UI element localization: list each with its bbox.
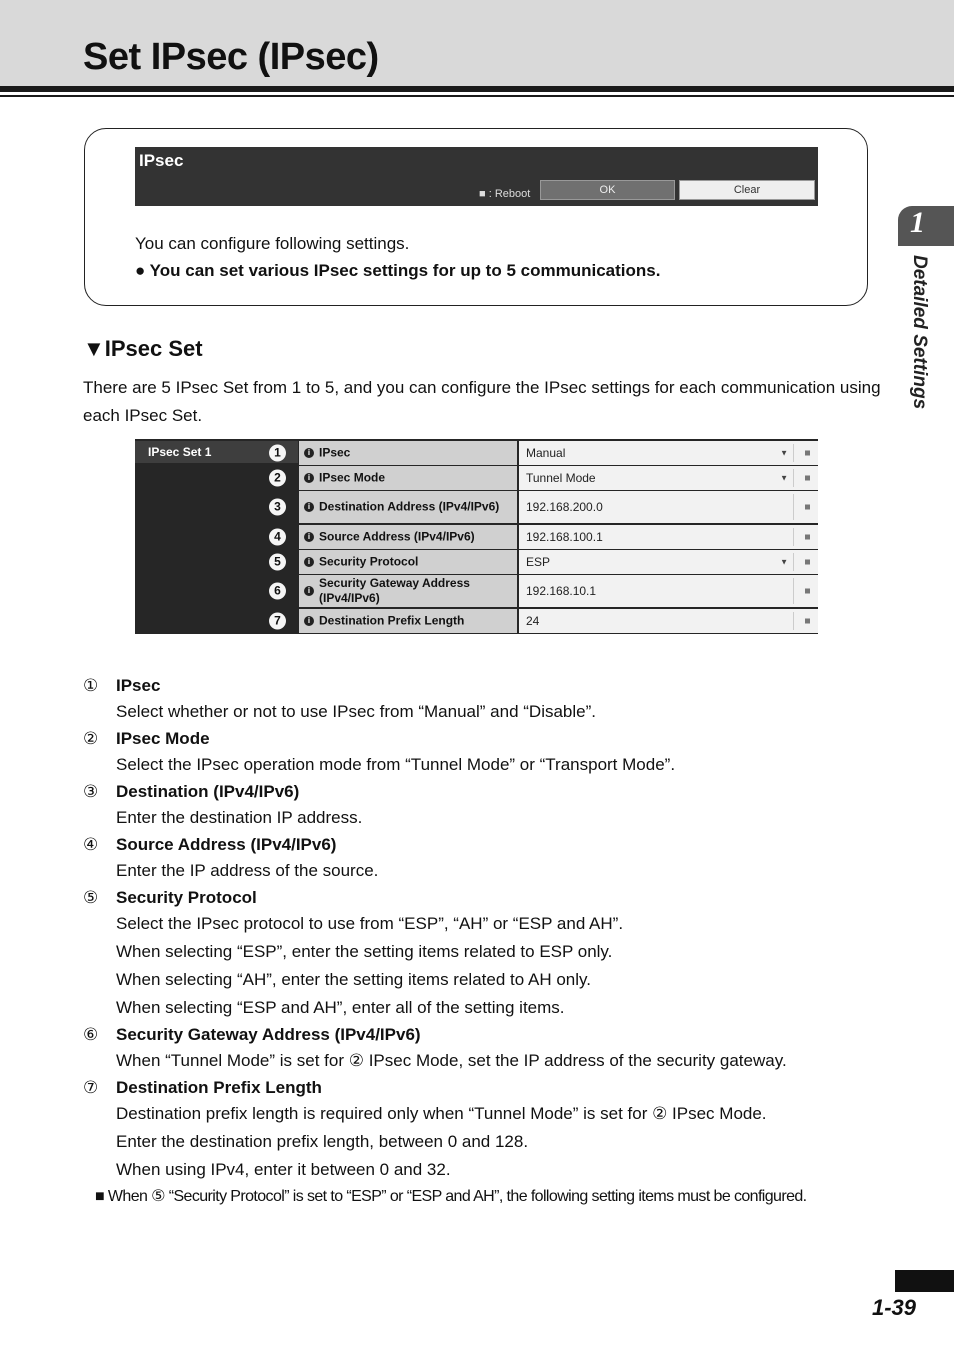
chevron-down-icon[interactable]: ▼ [780,557,788,567]
settings-row [269,466,818,490]
description-item [83,726,883,779]
row-number-badge: 6 [269,583,286,600]
row-label: Security Protocol [319,554,419,569]
description-line: Destination prefix length is required only when “Tunnel Mode” is set for ② IPsec Mode. [116,1104,767,1123]
page-title: Set IPsec (IPsec) [83,36,379,78]
row-input[interactable] [519,491,818,523]
section-body: There are 5 IPsec Set from 1 to 5, and you can configure the IPsec settings for each communication using each IPsec Set. [83,378,881,425]
description-line: Select the IPsec operation mode from “Tunnel Mode” or “Transport Mode”. [116,755,676,774]
clear-button[interactable]: Clear [679,180,815,200]
row-label-cell [299,575,517,607]
description-line: Enter the destination prefix length, between 0 and 128. [116,1132,529,1151]
description-line: Select the IPsec protocol to use from “ESP”, “AH” or “ESP and AH”. [116,914,624,933]
description-line: When selecting “AH”, enter the setting items related to AH only. [116,970,591,989]
description-list [83,673,883,1184]
chapter-tab [898,206,954,246]
settings-row [269,550,818,574]
info-icon: i [304,502,314,512]
row-label-cell [299,491,517,523]
description-line: Select whether or not to use IPsec from “Manual” and “Disable”. [116,702,596,721]
row-number-badge: 3 [269,499,286,516]
description-title: Source Address (IPv4/IPv6) [116,835,337,854]
row-label-cell [299,525,517,549]
row-label-cell [299,466,517,490]
row-label: Security Gateway Address (IPv4/IPv6) [319,576,470,605]
row-label: Source Address (IPv4/IPv6) [319,529,475,544]
page-number: 1-39 [872,1295,917,1320]
description-number: ③ [83,782,99,801]
description-title: Destination Prefix Length [116,1078,322,1097]
reboot-marker-icon [805,560,810,565]
intro-text: You can configure following settings. [135,234,410,253]
ipsec-panel [135,147,818,206]
ok-button[interactable]: OK [540,180,675,200]
ipsec-set-label: IPsec Set 1 [135,441,298,463]
row-label-cell [299,550,517,574]
description-item [83,885,883,1022]
header-rule-thick [0,86,954,92]
description-line: Enter the IP address of the source. [116,861,379,880]
row-value: 192.168.10.1 [526,584,597,598]
reboot-marker-icon [805,476,810,481]
panel-title: IPsec [139,151,184,170]
settings-row [269,575,818,607]
chapter-number: 1 [910,206,925,239]
row-number-badge: 1 [269,445,286,462]
description-number: ⑥ [83,1025,99,1044]
settings-row [269,441,818,465]
row-select[interactable] [519,466,818,490]
info-icon: i [304,557,314,567]
description-line: When using IPv4, enter it between 0 and 32. [116,1160,451,1179]
row-input[interactable] [519,609,818,633]
description-item [83,673,883,726]
description-line: Enter the destination IP address. [116,808,363,827]
chevron-down-icon[interactable]: ▼ [780,448,788,458]
chevron-down-icon[interactable]: ▼ [780,473,788,483]
description-line: When “Tunnel Mode” is set for ② IPsec Mode, set the IP address of the security gateway. [116,1051,787,1070]
reboot-marker-icon [805,505,810,510]
settings-row [269,609,818,633]
row-number-badge: 4 [269,529,286,546]
chapter-label: Detailed Settings [909,255,930,410]
row-select[interactable] [519,550,818,574]
value-field [524,612,794,630]
note-text: ■ When ⑤ “Security Protocol” is set to “ESP” or “ESP and AH”, the following setting items must be configured. [95,1188,807,1205]
settings-panel [135,439,818,634]
row-value: Tunnel Mode [526,471,596,485]
info-icon: i [304,616,314,626]
info-icon: i [304,473,314,483]
description-number: ① [83,676,99,695]
row-input[interactable] [519,525,818,549]
settings-row [269,525,818,549]
reboot-legend: ■ : Reboot [479,188,531,200]
info-icon: i [304,532,314,542]
row-label-cell [299,441,517,465]
description-line: When selecting “ESP and AH”, enter all of the setting items. [116,998,565,1017]
description-title: IPsec Mode [116,729,210,748]
description-item [83,1075,883,1184]
row-label: Destination Address (IPv4/IPv6) [319,499,500,514]
row-label-cell [299,609,517,633]
row-label: Destination Prefix Length [319,613,465,628]
section-heading: ▼IPsec Set [83,336,203,361]
header-rule-thin [0,95,954,97]
intro-bullet: ● You can set various IPsec settings for up to 5 communications. [135,261,661,280]
reboot-marker-icon [805,619,810,624]
row-number-badge: 2 [269,470,286,487]
info-icon: i [304,448,314,458]
row-select[interactable] [519,441,818,465]
row-value: 192.168.200.0 [526,500,603,514]
description-title: Security Protocol [116,888,257,907]
description-number: ④ [83,835,99,854]
row-label: IPsec Mode [319,470,386,485]
row-value: 192.168.100.1 [526,530,603,544]
description-item [83,779,883,832]
row-value: 24 [526,614,540,628]
row-value: ESP [526,555,551,569]
reboot-marker-icon [805,451,810,456]
row-label: IPsec [319,445,351,460]
footer-block [895,1270,954,1292]
row-value: Manual [526,446,566,460]
reboot-marker-icon [805,589,810,594]
description-line: When selecting “ESP”, enter the setting items related to ESP only. [116,942,613,961]
info-icon: i [304,586,314,596]
description-title: Security Gateway Address (IPv4/IPv6) [116,1025,421,1044]
value-field [524,553,794,571]
description-number: ⑦ [83,1078,99,1097]
description-item [83,832,883,885]
description-number: ⑤ [83,888,99,907]
description-title: Destination (IPv4/IPv6) [116,782,300,801]
reboot-marker-icon [805,535,810,540]
description-number: ② [83,729,99,748]
settings-row [269,491,818,523]
description-item [83,1022,883,1075]
row-number-badge: 7 [269,613,286,630]
description-title: IPsec [116,676,161,695]
row-number-badge: 5 [269,554,286,571]
row-input[interactable] [519,575,818,607]
